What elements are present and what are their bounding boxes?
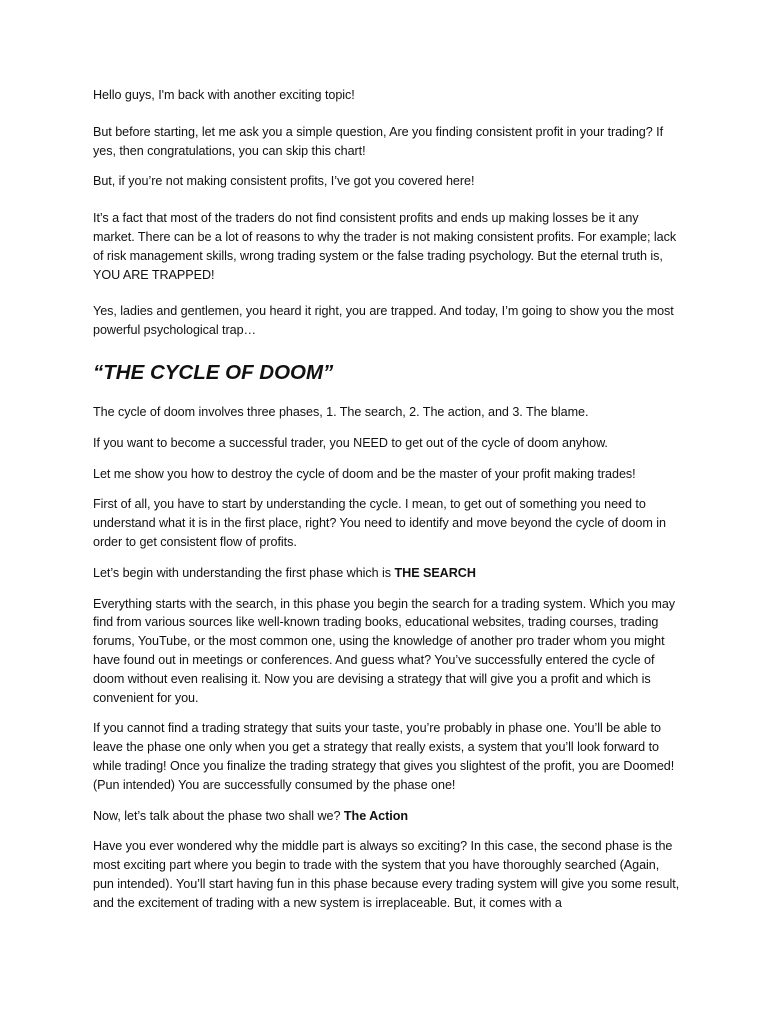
intro-paragraph-3: But, if you’re not making consistent profits, I’ve got you covered here!	[93, 174, 475, 189]
phase2-name: The Action	[343, 808, 409, 823]
phase1-intro-text: Let’s begin with understanding the first phase which is	[93, 565, 395, 580]
body-paragraph-4: First of all, you have to start by understanding the cycle. I mean, to get out of something you need to understand what it is in the first place, right? You need to identify and move beyond the cycle of doom in order to get consistent flow of profits.	[93, 497, 666, 549]
intro-paragraph-5: Yes, ladies and gentlemen, you heard it right, you are trapped. And today, I’m going to show you the most powerful psychological trap…	[93, 304, 674, 338]
document-page	[93, 86, 683, 913]
phase1-paragraph-2: If you cannot find a trading strategy that suits your taste, you’re probably in phase one. You’ll be able to leave the phase one only when you get a strategy that really exists, a system that you’ll look forward to while trading! Once you finalize the trading strategy that gives you slightest of the profit, you are Doomed! (Pun intended) You are successfully consumed by the phase one!	[93, 721, 675, 792]
phase1-paragraph-1: Everything starts with the search, in this phase you begin the search for a trading system. Which you may find from various sources like well-known trading books, educational websites, trading courses, trading forums, YouTube, or the most common one, using the knowledge of another pro trader whom you might have found out in meetings or conferences. And guess what? You’ve successfully entered the cycle of doom without even realising it. Now you are devising a strategy that will give you a profit and which is convenient for you.	[93, 596, 676, 705]
body-paragraph-3: Let me show you how to destroy the cycle of doom and be the master of your profit making trades!	[93, 466, 636, 481]
phase2-intro-paragraph	[93, 807, 683, 826]
phase2-paragraph: Have you ever wondered why the middle part is always so exciting? In this case, the second phase is the most exciting part where you begin to trade with the system that you have thoroughly searched (Again, pun intended). You’ll start having fun in this phase because every trading system will give you some result, and the excitement of trading with a new system is irreplaceable. But, it comes with a	[93, 839, 680, 910]
body-paragraph-2: If you want to become a successful trader, you NEED to get out of the cycle of doom anyhow.	[93, 435, 608, 450]
phase1-name: THE SEARCH	[394, 565, 476, 580]
intro-paragraph-1: Hello guys, I'm back with another exciting topic!	[93, 88, 355, 102]
intro-paragraph-4: It’s a fact that most of the traders do not find consistent profits and ends up making losses be it any market. There can be a lot of reasons to why the trader is not making consistent profits. For example; lack of risk management skills, wrong trading system or the false trading psychology. But the eternal truth is, YOU ARE TRAPPED!	[93, 211, 677, 282]
intro-paragraph-2: But before starting, let me ask you a simple question, Are you finding consistent profit in your trading? If yes, then congratulations, you can skip this chart!	[93, 124, 664, 158]
body-paragraph-1: The cycle of doom involves three phases, 1. The search, 2. The action, and 3. The blame.	[93, 404, 589, 419]
phase2-intro-text: Now, let’s talk about the phase two shall we?	[93, 808, 344, 823]
section-heading: “THE CYCLE OF DOOM”	[93, 360, 334, 384]
phase1-intro-paragraph	[93, 564, 683, 583]
